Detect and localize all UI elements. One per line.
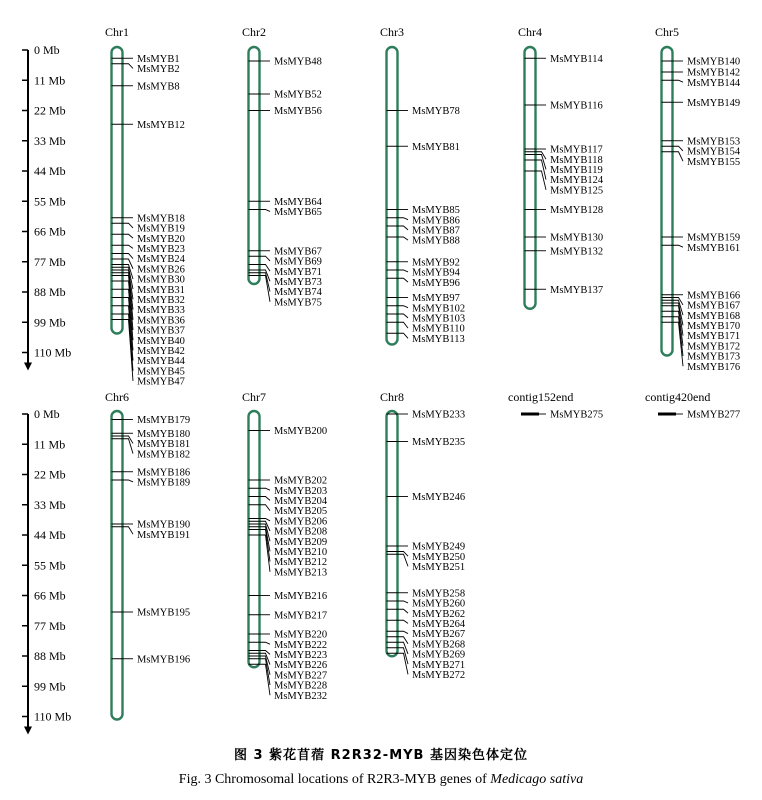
axis-tick-label: 44 Mb [34,528,66,542]
gene-label: MsMYB203 [274,485,328,497]
gene-label: MsMYB26 [137,264,185,276]
gene-label: MsMYB202 [274,475,328,487]
gene-label: MsMYB124 [550,175,604,187]
gene-label: MsMYB71 [274,266,322,278]
gene-leader-line [123,527,134,534]
chromosome-body [112,411,123,720]
gene-label: MsMYB119 [550,165,603,176]
gene-label: MsMYB216 [274,591,328,603]
gene-label: MsMYB182 [137,449,191,461]
gene-label: MsMYB114 [550,53,603,65]
gene-leader-line [260,497,271,501]
gene-leader-line [398,237,409,240]
gene-label: MsMYB1 [137,53,180,65]
gene-label: MsMYB116 [550,100,603,112]
gene-label: MsMYB212 [274,557,328,569]
gene-label: MsMYB73 [274,276,322,288]
gene-label: MsMYB189 [137,477,191,489]
axis-tick-label: 66 Mb [34,224,66,239]
gene-label: MsMYB159 [687,232,741,244]
gene-leader-line [398,554,409,566]
axis-tick-label: 11 Mb [34,437,66,452]
gene-label: MsMYB18 [137,213,185,225]
gene-leader-line [123,64,134,69]
gene-leader-line [123,480,134,482]
gene-label: MsMYB233 [412,409,466,421]
gene-label: MsMYB206 [274,516,328,528]
gene-leader-line [260,505,271,511]
gene-label: MsMYB40 [137,335,185,347]
gene-label: MsMYB37 [137,325,185,337]
gene-leader-line [398,609,409,613]
gene-label: MsMYB85 [412,205,460,217]
gene-leader-line [123,223,134,228]
axis-tick-label: 88 Mb [34,285,66,299]
axis-tick-label: 66 Mb [34,588,66,603]
axis-tick-label: 22 Mb [34,103,66,118]
axis-tick-label: 55 Mb [34,558,66,573]
axis-tick-label: 110 Mb [34,345,72,360]
gene-leader-line [673,245,684,247]
gene-label: MsMYB195 [137,607,191,619]
axis-tick-label: 88 Mb [34,649,66,663]
gene-label: MsMYB166 [687,290,741,302]
gene-leader-line [398,314,409,318]
gene-leader-line [260,519,271,521]
gene-label: MsMYB31 [137,284,185,296]
gene-label: MsMYB45 [137,366,185,378]
axis-tick-label: 33 Mb [34,133,66,148]
gene-leader-line [123,265,134,279]
gene-label: MsMYB96 [412,277,460,289]
chromosome-chr8 [380,390,466,681]
caption-english-species: Medicago sativa [490,772,584,787]
chromosome-contig420end [645,390,740,421]
gene-leader-line [260,488,271,490]
gene-label: MsMYB42 [137,345,185,357]
gene-label: MsMYB118 [550,154,603,166]
gene-leader-line [398,226,409,230]
chromosome-chr1 [105,25,186,388]
gene-label: MsMYB167 [687,300,741,312]
gene-leader-line [398,333,409,338]
gene-label: MsMYB48 [274,56,322,68]
gene-label: MsMYB56 [274,106,322,118]
chromosome-label: contig152end [508,390,574,404]
gene-label: MsMYB235 [412,437,466,449]
gene-label: MsMYB227 [274,670,328,682]
gene-label: MsMYB277 [687,409,741,421]
gene-label: MsMYB154 [687,146,741,158]
gene-leader-line [398,620,409,623]
gene-label: MsMYB213 [274,567,328,579]
chromosome-chr7 [242,390,328,702]
gene-label: MsMYB271 [412,659,466,671]
gene-label: MsMYB74 [274,287,322,299]
gene-label: MsMYB168 [687,310,741,322]
gene-label: MsMYB8 [137,81,180,93]
gene-leader-line [260,210,271,212]
gene-leader-line [398,653,409,674]
gene-leader-line [260,276,271,302]
gene-label: MsMYB94 [412,267,460,279]
gene-label: MsMYB23 [137,243,185,255]
gene-leader-line [398,631,409,633]
axis-tick-label: 11 Mb [34,73,66,88]
gene-label: MsMYB258 [412,588,466,600]
gene-label: MsMYB251 [412,562,466,573]
gene-leader-line [673,152,684,161]
gene-leader-line [536,152,547,159]
gene-label: MsMYB200 [274,426,328,438]
gene-label: MsMYB267 [412,629,466,641]
gene-label: MsMYB260 [412,598,466,610]
gene-label: MsMYB32 [137,294,185,306]
chromosome-body [525,47,536,309]
chromosome-label: Chr8 [380,390,404,404]
gene-marker [676,410,740,421]
chromosome-body [387,47,398,345]
gene-label: MsMYB272 [412,669,466,681]
gene-label: MsMYB47 [137,376,185,388]
gene-label: MsMYB226 [274,660,328,672]
chromosome-label: Chr6 [105,390,129,404]
chromosome-body [662,47,673,356]
gene-label: MsMYB250 [412,551,466,563]
scale-axis-row-2 [22,407,71,735]
gene-label: MsMYB232 [274,690,328,702]
gene-leader-line [260,651,271,655]
gene-leader-line [260,659,271,685]
gene-label: MsMYB87 [412,225,460,237]
gene-leader-line [123,254,134,259]
gene-label: MsMYB130 [550,232,604,244]
gene-label: MsMYB78 [412,106,460,118]
chromosome-label: Chr1 [105,25,129,39]
gene-leader-line [123,245,134,248]
gene-label: MsMYB33 [137,305,185,317]
chromosome-chr5 [655,25,741,373]
gene-label: MsMYB223 [274,650,328,661]
gene-label: MsMYB113 [412,333,465,345]
gene-label: MsMYB137 [550,284,604,296]
gene-label: MsMYB155 [687,156,741,168]
chromosome-label: contig420end [645,390,711,404]
gene-label: MsMYB220 [274,629,328,641]
gene-label: MsMYB228 [274,680,328,692]
gene-label: MsMYB2 [137,64,180,76]
axis-tick-label: 0 Mb [34,407,60,421]
gene-label: MsMYB92 [412,257,460,269]
caption-chinese: 图 3 紫花苜蓿 R2R32-MYB 基因染色体定位 [234,748,528,763]
gene-label: MsMYB246 [412,492,466,504]
gene-label: MsMYB117 [550,144,603,156]
gene-leader-line [398,278,409,282]
gene-marker [539,410,603,421]
axis-tick-label: 33 Mb [34,497,66,512]
gene-label: MsMYB20 [137,233,185,245]
gene-label: MsMYB125 [550,185,604,197]
gene-label: MsMYB161 [687,242,741,254]
gene-label: MsMYB268 [412,639,466,651]
gene-label: MsMYB12 [137,119,185,131]
gene-label: MsMYB210 [274,547,328,558]
gene-label: MsMYB128 [550,205,604,217]
gene-label: MsMYB208 [274,526,328,538]
gene-leader-line [398,322,409,328]
gene-leader-line [673,298,684,305]
gene-label: MsMYB209 [274,536,328,548]
gene-leader-line [398,270,409,272]
gene-label: MsMYB249 [412,541,466,553]
gene-label: MsMYB44 [137,356,185,368]
gene-leader-line [673,80,684,82]
gene-label: MsMYB110 [412,323,465,335]
gene-label: MsMYB180 [137,428,191,440]
chromosome-chr2 [242,25,323,308]
gene-label: MsMYB69 [274,256,322,268]
gene-label: MsMYB88 [412,235,460,247]
axis-tick-label: 44 Mb [34,164,66,178]
axis-tick-label: 0 Mb [34,43,60,57]
chromosome-label: Chr7 [242,390,266,404]
gene-leader-line [673,146,684,151]
gene-label: MsMYB264 [412,618,466,630]
chromosome-label: Chr2 [242,25,266,39]
gene-label: MsMYB196 [137,654,191,666]
gene-label: MsMYB64 [274,196,322,208]
gene-label: MsMYB172 [687,341,741,353]
gene-label: MsMYB170 [687,320,741,332]
gene-label: MsMYB190 [137,519,191,531]
caption-english [0,772,762,788]
gene-label: MsMYB171 [687,331,741,343]
gene-leader-line [123,234,134,238]
axis-tick-label: 110 Mb [34,709,72,724]
gene-label: MsMYB269 [412,649,466,661]
gene-label: MsMYB181 [137,439,191,451]
gene-label: MsMYB173 [687,351,741,363]
gene-label: MsMYB86 [412,215,460,227]
axis-tick-label: 22 Mb [34,467,66,482]
gene-label: MsMYB30 [137,274,185,286]
axis-tick-label: 99 Mb [34,315,66,330]
axis-arrow-icon [24,727,32,735]
chromosome-body [387,411,398,656]
gene-label: MsMYB176 [687,361,741,373]
gene-leader-line [123,267,134,289]
chromosome-chr3 [380,25,465,345]
gene-leader-line [123,436,134,443]
axis-tick-label: 55 Mb [34,194,66,209]
gene-label: MsMYB222 [274,639,328,651]
gene-label: MsMYB102 [412,303,466,315]
gene-label: MsMYB149 [687,97,741,109]
gene-label: MsMYB205 [274,506,328,518]
gene-label: MsMYB153 [687,136,741,148]
axis-tick-label: 77 Mb [34,618,66,633]
gene-label: MsMYB97 [412,293,460,305]
gene-label: MsMYB24 [137,254,185,266]
gene-label: MsMYB142 [687,67,741,79]
gene-leader-line [398,306,409,308]
chromosome-body [112,47,123,334]
gene-label: MsMYB179 [137,415,191,427]
chromosome-label: Chr3 [380,25,404,39]
chromosome-contig152end [508,390,603,421]
gene-label: MsMYB217 [274,610,328,622]
chromosome-label: Chr4 [518,25,542,39]
chromosome-body [249,47,260,284]
gene-label: MsMYB144 [687,77,741,89]
axis-arrow-icon [24,363,32,371]
caption-english-prefix: Fig. 3 Chromosomal locations of R2R3-MYB genes of [178,772,491,787]
gene-label: MsMYB204 [274,496,328,507]
gene-label: MsMYB132 [550,246,604,258]
gene-label: MsMYB65 [274,207,322,219]
gene-label: MsMYB103 [412,313,466,325]
gene-label: MsMYB36 [137,315,185,327]
gene-label: MsMYB275 [550,409,604,421]
gene-leader-line [260,256,271,261]
gene-label: MsMYB186 [137,467,191,479]
gene-label: MsMYB262 [412,608,466,620]
gene-label: MsMYB67 [274,246,322,258]
chromosome-chr4 [518,25,604,309]
scale-axis-row-1 [22,43,71,371]
axis-tick-label: 77 Mb [34,254,66,269]
chromosome-body [249,411,260,667]
gene-label: MsMYB191 [137,529,191,541]
gene-leader-line [398,218,409,220]
gene-label: MsMYB75 [274,297,322,309]
gene-label: MsMYB52 [274,89,322,101]
chromosome-chr6 [105,390,190,720]
gene-label: MsMYB19 [137,223,185,235]
gene-label: MsMYB81 [412,141,460,153]
gene-leader-line [398,601,409,603]
chromosome-label: Chr5 [655,25,679,39]
gene-label: MsMYB140 [687,56,741,68]
axis-tick-label: 99 Mb [34,679,66,694]
gene-leader-line [260,642,271,644]
